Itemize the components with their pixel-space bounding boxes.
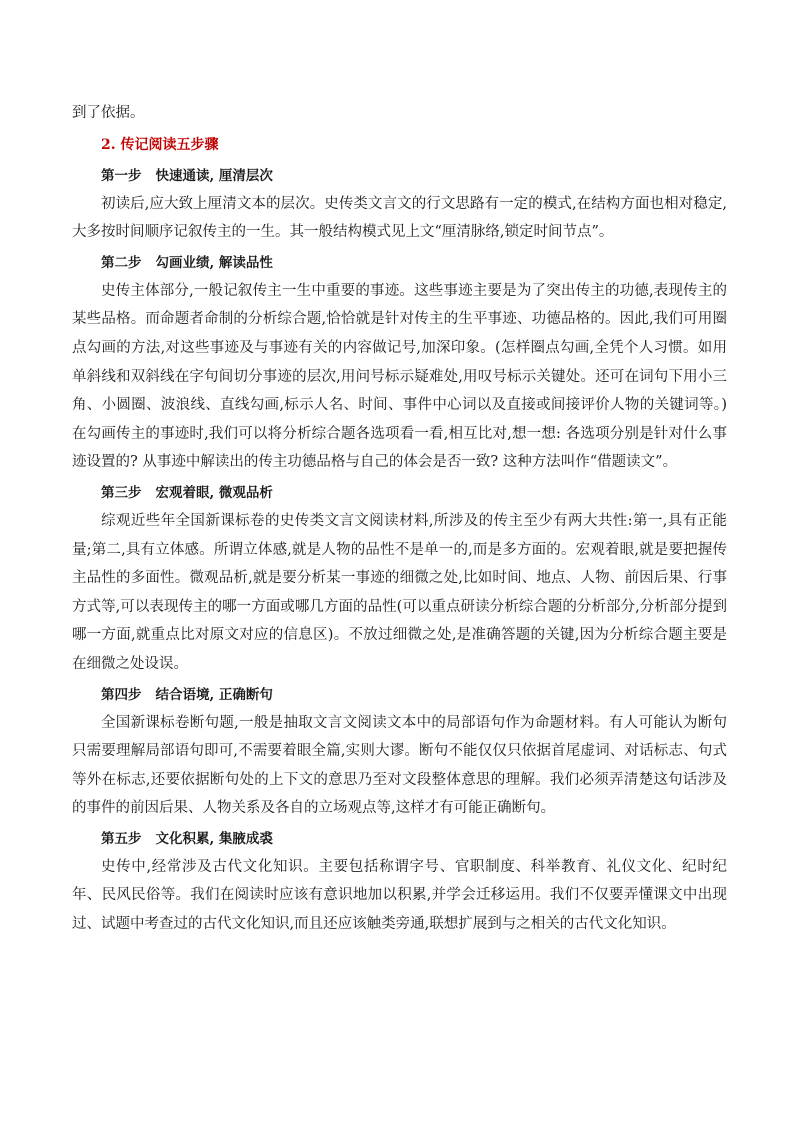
step-3	[72, 479, 727, 679]
step-2	[72, 249, 727, 477]
step-paragraph: 史传中,经常涉及古代文化知识。主要包括称谓字号、官职制度、科举教育、礼仪文化、纪时纪年、民风民俗等。我们在阅读时应该有意识地加以积累,并学会迁移运用。我们不仅要弄懂课文中出现过、试题中考查过的古代文化知识,而且还应该触类旁通,联想扩展到与之相关的古代文化知识。	[72, 858, 727, 933]
step-4	[72, 681, 727, 823]
step-heading	[72, 479, 727, 507]
intro-tail-paragraph: 到了依据。	[72, 105, 145, 121]
step-paragraph: 初读后,应大致上厘清文本的层次。史传类文言文的行文思路有一定的模式,在结构方面也相对稳定,大多按时间顺序记叙传主的一生。其一般结构模式见上文“厘清脉络,锁定时间节点”。	[72, 195, 727, 241]
step-number: 第二步	[101, 254, 142, 271]
step-1	[72, 162, 727, 247]
step-number: 第三步	[101, 484, 142, 501]
step-number: 第五步	[101, 830, 142, 847]
step-title: 宏观着眼, 微观品析	[155, 484, 273, 501]
step-number: 第一步	[101, 167, 142, 184]
section-heading: 2. 传记阅读五步骤	[101, 136, 219, 153]
step-paragraph: 全国新课标卷断句题,一般是抽取文言文阅读文本中的局部语句作为命题材料。有人可能认为断句只需要理解局部语句即可,不需要着眼全篇,实则大谬。断句不能仅仅只依据首尾虚词、对话标志、句式等外在标志,还要依据断句处的上下文的意思乃至对文段整体意思的理解。我们必须弄清楚这句话涉及的事件的前因后果、人物关系及各自的立场观点等,这样才有可能正确断句。	[72, 714, 727, 817]
step-paragraph: 综观近些年全国新课标卷的史传类文言文阅读材料,所涉及的传主至少有两大共性:第一,具有正能量;第二,具有立体感。所谓立体感,就是人物的品性不是单一的,而是多方面的。宏观着眼,就是要把握传主品性的多面性。微观品析,就是要分析某一事迹的细微之处,比如时间、地点、人物、前因后果、行事方式等,可以表现传主的哪一方面或哪几方面的品性(可以重点研读分析综合题的分析部分,分析部分提到哪一方面,就重点比对原文对应的信息区)。不放过细微之处,是准确答题的关键,因为分析综合题主要是在细微之处设误。	[72, 512, 727, 672]
step-title: 结合语境, 正确断句	[155, 686, 273, 703]
document-body	[72, 99, 727, 941]
step-title: 勾画业绩, 解读品性	[155, 254, 273, 271]
step-title: 文化积累, 集腋成裘	[155, 830, 273, 847]
step-number: 第四步	[101, 686, 142, 703]
step-title: 快速通读, 厘清层次	[155, 167, 273, 184]
step-heading	[72, 681, 727, 709]
step-5	[72, 825, 727, 939]
step-heading	[72, 825, 727, 853]
step-heading	[72, 249, 727, 277]
step-heading	[72, 162, 727, 190]
step-paragraph: 史传主体部分,一般记叙传主一生中重要的事迹。这些事迹主要是为了突出传主的功德,表现传主的某些品格。而命题者命制的分析综合题,恰恰就是针对传主的生平事迹、功德品格的。因此,我们可用圈点勾画的方法,对这些事迹及与事迹有关的内容做记号,加深印象。(怎样圈点勾画,全凭个人习惯。如用单斜线和双斜线在字句间切分事迹的层次,用问号标示疑难处,用叹号标示关键处。还可在词句下用小三角、小圆圈、波浪线、直线勾画,标示人名、时间、事件中心词以及直接或间接评价人物的关键词等。)在勾画传主的事迹时,我们可以将分析综合题各选项看一看,相互比对,想一想: 各选项分别是针对什么事迹设置的? 从事迹中解读出的传主功德品格与自己的体会是否一致? 这种方法叫作“借题读文”。	[72, 282, 727, 471]
